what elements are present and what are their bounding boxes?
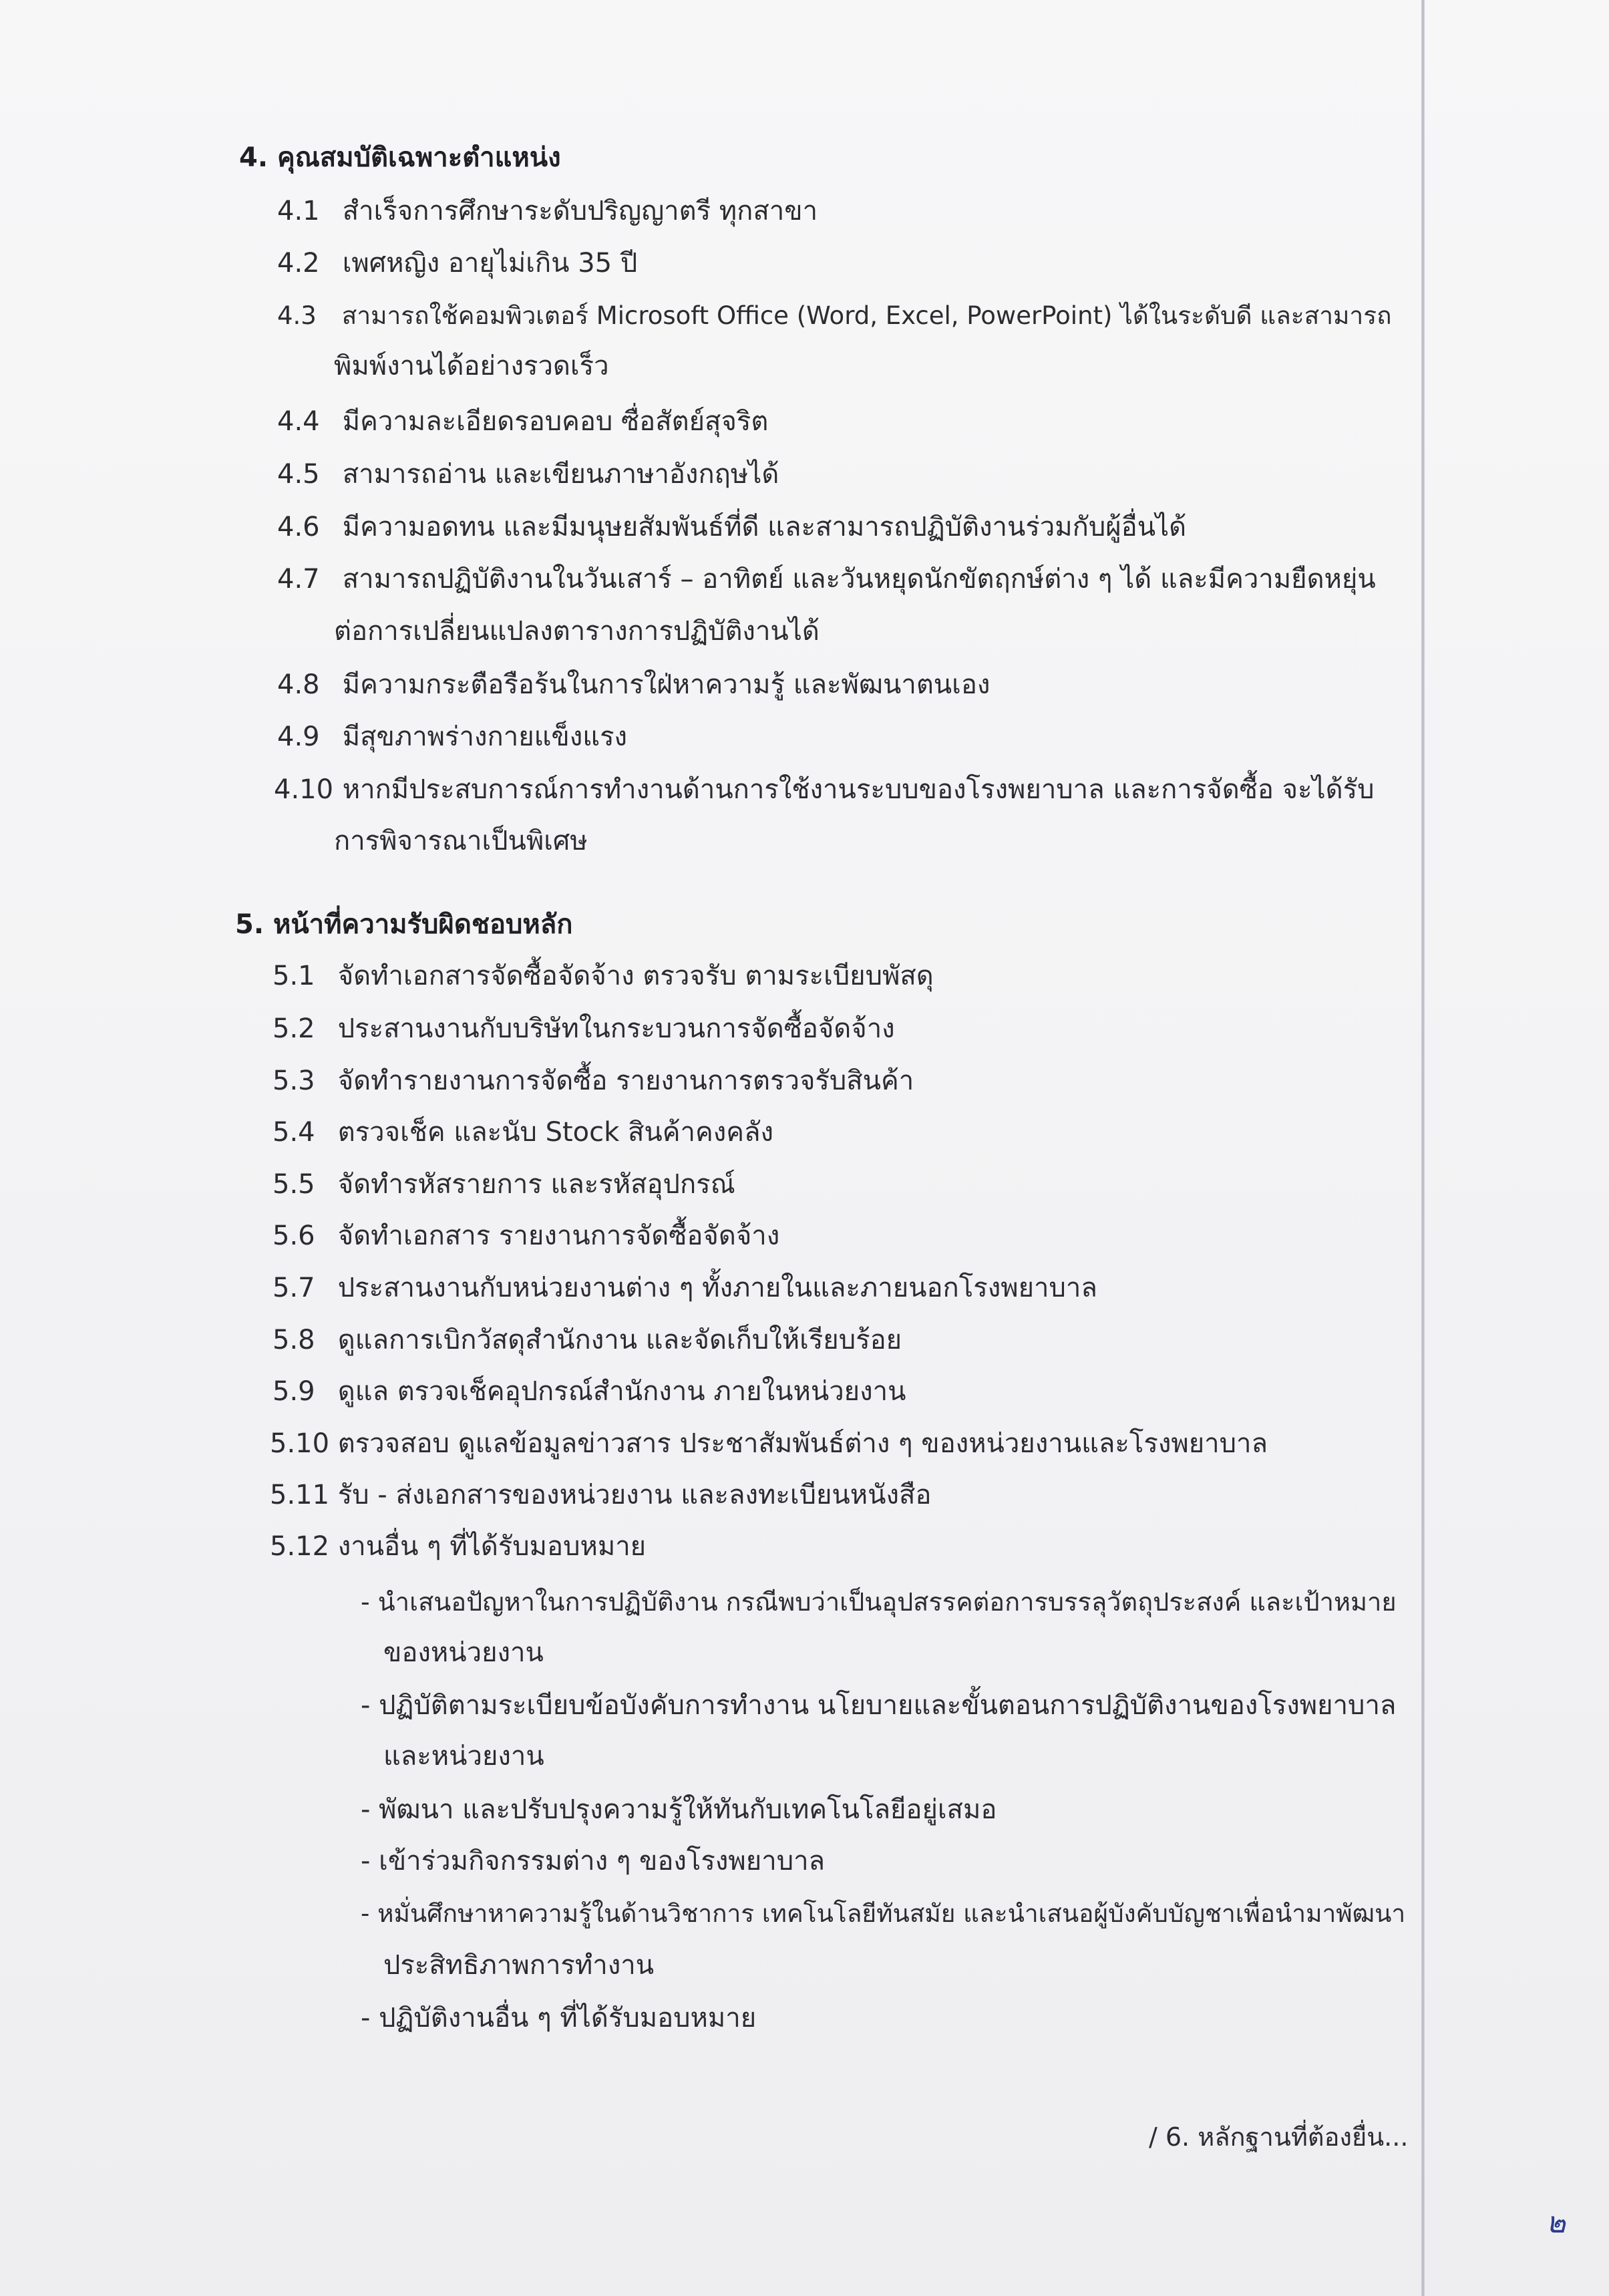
item-number: 5.1 xyxy=(273,961,315,991)
item-4-3-continued: พิมพ์งานได้อย่างรวดเร็ว xyxy=(334,351,609,381)
item-text: ตรวจเช็ค และนับ Stock สินค้าคงคลัง xyxy=(337,1117,774,1148)
page-number: ๒ xyxy=(1546,2206,1566,2240)
item-number: 4.8 xyxy=(277,669,320,700)
subitem-5-continued: ประสิทธิภาพการทำงาน xyxy=(383,1950,655,1981)
item-5-4 xyxy=(273,1114,773,1151)
item-number: 4.7 xyxy=(277,564,320,595)
item-text: ประสานงานกับหน่วยงานต่าง ๆ ทั้งภายในและภายนอกโรงพยาบาล xyxy=(337,1273,1097,1303)
item-number: 4.3 xyxy=(277,301,317,330)
item-5-8 xyxy=(273,1321,902,1359)
item-text: จัดทำรหัสรายการ และรหัสอุปกรณ์ xyxy=(337,1169,735,1200)
item-5-2 xyxy=(273,1010,895,1047)
subitem-2-continued: และหน่วยงาน xyxy=(383,1741,544,1772)
item-4-3 xyxy=(277,297,1391,335)
item-number: 4.2 xyxy=(277,248,320,279)
item-text: ดูแลการเบิกวัสดุสำนักงาน และจัดเก็บให้เรียบร้อย xyxy=(337,1325,902,1355)
item-number: 4.5 xyxy=(277,459,320,490)
item-number: 4.10 xyxy=(274,774,334,805)
item-5-5 xyxy=(273,1166,735,1203)
item-number: 4.4 xyxy=(277,406,320,437)
item-text: สามารถใช้คอมพิวเตอร์ Microsoft Office (Word, Excel, PowerPoint) ได้ในระดับดี และสามารถ xyxy=(341,301,1392,330)
item-5-12 xyxy=(270,1528,646,1565)
item-5-11 xyxy=(270,1476,931,1514)
subitem-1-continued: ของหน่วยงาน xyxy=(383,1637,544,1668)
item-number: 5.8 xyxy=(273,1325,315,1355)
item-number: 5.10 xyxy=(270,1428,330,1459)
item-number: 5.7 xyxy=(273,1273,315,1303)
item-4-2 xyxy=(277,244,637,282)
item-text: มีความอดทน และมีมนุษยสัมพันธ์ที่ดี และสามารถปฏิบัติงานร่วมกับผู้อื่นได้ xyxy=(342,512,1187,542)
subitem-4: - เข้าร่วมกิจกรรมต่าง ๆ ของโรงพยาบาล xyxy=(361,1846,826,1876)
item-4-8 xyxy=(277,666,990,703)
item-text: มีความละเอียดรอบคอบ ซื่อสัตย์สุจริต xyxy=(342,406,769,437)
item-text: ประสานงานกับบริษัทในกระบวนการจัดซื้อจัดจ้าง xyxy=(337,1013,895,1044)
subitem-2: - ปฏิบัติตามระเบียบข้อบังคับการทำงาน นโยบายและขั้นตอนการปฏิบัติงานของโรงพยาบาล xyxy=(361,1690,1397,1721)
item-text: งานอื่น ๆ ที่ได้รับมอบหมาย xyxy=(337,1531,647,1562)
item-text: มีสุขภาพร่างกายแข็งแรง xyxy=(342,721,628,752)
item-text: จัดทำรายงานการจัดซื้อ รายงานการตรวจรับสินค้า xyxy=(337,1065,914,1096)
item-4-9 xyxy=(277,718,627,756)
subitem-1: - นำเสนอปัญหาในการปฏิบัติงาน กรณีพบว่าเป็นอุปสรรคต่อการบรรลุวัตถุประสงค์ และเป้าหมาย xyxy=(361,1587,1397,1617)
item-text: สามารถปฏิบัติงานในวันเสาร์ – อาทิตย์ และวันหยุดนักขัตฤกษ์ต่าง ๆ ได้ และมีความยืดหยุ่น xyxy=(342,564,1376,595)
item-4-10-continued: การพิจารณาเป็นพิเศษ xyxy=(334,826,588,856)
item-4-6 xyxy=(277,508,1186,546)
item-number: 5.6 xyxy=(273,1220,315,1251)
item-5-10 xyxy=(270,1425,1268,1462)
item-number: 5.4 xyxy=(273,1117,315,1148)
item-text: ดูแล ตรวจเช็คอุปกรณ์สำนักงาน ภายในหน่วยงาน xyxy=(337,1376,906,1407)
item-text: จัดทำเอกสาร รายงานการจัดซื้อจัดจ้าง xyxy=(337,1220,780,1251)
item-text: รับ - ส่งเอกสารของหน่วยงาน และลงทะเบียนหนังสือ xyxy=(337,1480,932,1510)
item-number: 5.9 xyxy=(273,1376,315,1407)
item-4-5 xyxy=(277,456,779,493)
continuation-note: / 6. หลักฐานที่ต้องยื่น... xyxy=(1149,2122,1409,2152)
item-number: 5.12 xyxy=(270,1531,330,1562)
item-4-4 xyxy=(277,403,768,440)
item-text: เพศหญิง อายุไม่เกิน 35 ปี xyxy=(342,248,638,279)
item-number: 5.3 xyxy=(273,1065,315,1096)
item-text: ตรวจสอบ ดูแลข้อมูลข่าวสาร ประชาสัมพันธ์ต่าง ๆ ของหน่วยงานและโรงพยาบาล xyxy=(337,1428,1268,1459)
subitem-3: - พัฒนา และปรับปรุงความรู้ให้ทันกับเทคโนโลยีอยู่เสมอ xyxy=(361,1794,997,1825)
item-number: 5.11 xyxy=(270,1480,330,1510)
item-4-7 xyxy=(277,560,1376,598)
item-number: 4.6 xyxy=(277,512,320,542)
item-text: สำเร็จการศึกษาระดับปริญญาตรี ทุกสาขา xyxy=(342,196,818,226)
item-text: หากมีประสบการณ์การทำงานด้านการใช้งานระบบของโรงพยาบาล และการจัดซื้อ จะได้รับ xyxy=(342,774,1375,805)
item-5-6 xyxy=(273,1217,779,1255)
subitem-5: - หมั่นศึกษาหาความรู้ในด้านวิชาการ เทคโนโลยีทันสมัย และนำเสนอผู้บังคับบัญชาเพื่อนำมาพัฒนา xyxy=(361,1899,1406,1928)
item-text: มีความกระตือรือร้นในการใฝ่หาความรู้ และพัฒนาตนเอง xyxy=(342,669,991,700)
scan-edge-line xyxy=(1421,0,1425,2296)
item-text: สามารถอ่าน และเขียนภาษาอังกฤษได้ xyxy=(342,459,779,490)
item-number: 4.9 xyxy=(277,721,320,752)
item-number: 5.2 xyxy=(273,1013,315,1044)
item-4-10 xyxy=(274,771,1374,808)
item-text: จัดทำเอกสารจัดซื้อจัดจ้าง ตรวจรับ ตามระเบียบพัสดุ xyxy=(337,961,934,991)
item-number: 5.5 xyxy=(273,1169,315,1200)
item-number: 4.1 xyxy=(277,196,320,226)
section-5-heading: 5. หน้าที่ความรับผิดชอบหลัก xyxy=(235,909,573,940)
subitem-6: - ปฏิบัติงานอื่น ๆ ที่ได้รับมอบหมาย xyxy=(361,2003,757,2033)
item-4-1 xyxy=(277,192,818,230)
item-5-3 xyxy=(273,1062,914,1100)
item-5-9 xyxy=(273,1373,906,1410)
item-5-1 xyxy=(273,957,934,995)
item-4-7-continued: ต่อการเปลี่ยนแปลงตารางการปฏิบัติงานได้ xyxy=(334,616,820,647)
section-4-heading: 4. คุณสมบัติเฉพาะตำแหน่ง xyxy=(239,142,561,173)
item-5-7 xyxy=(273,1269,1097,1307)
